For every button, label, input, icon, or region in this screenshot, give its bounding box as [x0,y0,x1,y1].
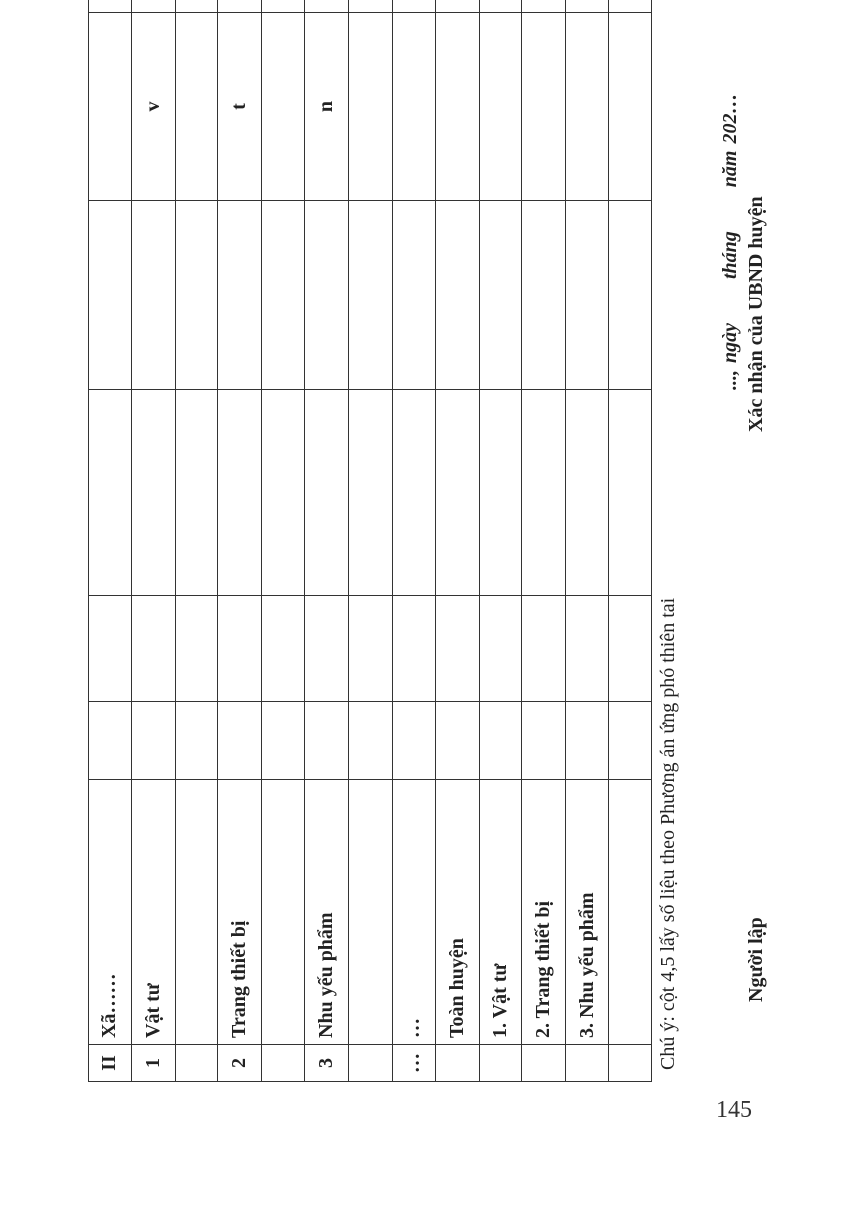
table-row [435,0,479,1082]
table-cell [89,201,132,390]
table-cell [262,780,305,1045]
signature-date [719,94,742,391]
date-year: năm 202… [719,93,741,188]
table-row [305,0,349,1082]
table-cell [305,0,349,13]
table-cell [566,201,609,390]
table-cell: Vật tư [131,780,175,1045]
table-cell: … [392,780,435,1045]
table-cell: n [305,13,349,201]
table-cell [566,13,609,201]
table-cell [349,13,393,201]
table-cell [305,390,349,596]
table-cell [609,702,652,780]
preparer-label: Người lập [745,917,767,1002]
table-cell [435,596,479,702]
table-cell [609,13,652,201]
table-cell [609,201,652,390]
date-month: tháng [719,231,741,279]
table-cell: Trang thiết bị [218,780,262,1045]
table-cell [175,1045,218,1082]
table-cell [349,390,393,596]
table-cell [175,702,218,780]
footnote: Chú ý: cột 4,5 lấy số liệu theo Phương án ứng phó thiên tai [657,597,679,1070]
table-cell [392,13,435,201]
table-cell [566,702,609,780]
table-cell [131,596,175,702]
rotated-landscape-page [88,87,778,1082]
table-cell [609,390,652,596]
table-cell [609,1045,652,1082]
table-cell [435,390,479,596]
table-cell [479,201,522,390]
table-cell [175,390,218,596]
table-cell [305,201,349,390]
table-cell [349,596,393,702]
table-cell [305,596,349,702]
table-cell [392,201,435,390]
table-cell: Nhu yếu phẩm [305,780,349,1045]
table-row [349,0,393,1082]
table-cell [435,702,479,780]
table-cell [609,0,652,13]
table-cell [175,201,218,390]
table-cell: 1 [131,1045,175,1082]
table-cell [175,13,218,201]
table-row [392,0,435,1082]
table-cell [131,702,175,780]
table-cell [522,596,566,702]
table-cell [305,702,349,780]
table-cell: t [218,13,262,201]
table-row [522,0,566,1082]
table-cell [479,702,522,780]
table-cell: 2 [218,1045,262,1082]
table-cell [566,0,609,13]
table-cell [131,201,175,390]
table-cell [89,0,132,13]
confirmation-label: Xác nhận của UBND huyện [745,196,767,432]
table-cell [566,1045,609,1082]
table-cell [89,13,132,201]
table-cell [349,1045,393,1082]
table-cell [89,702,132,780]
table-cell [522,201,566,390]
table-cell [392,0,435,13]
table-cell [262,702,305,780]
table-cell [262,596,305,702]
table-cell [349,201,393,390]
table-cell [262,13,305,201]
table-cell [479,13,522,201]
table-cell [175,0,218,13]
table-row [218,0,262,1082]
table-cell: Xã…… [89,780,132,1045]
resource-table [88,0,652,1082]
table-cell [262,1045,305,1082]
table-cell [609,780,652,1045]
table-cell [392,596,435,702]
table-cell [131,390,175,596]
table-cell [218,702,262,780]
table-cell: 3. Nhu yếu phẩm [566,780,609,1045]
table-row [609,0,652,1082]
table-cell [218,596,262,702]
table-cell [218,0,262,13]
table-cell [522,13,566,201]
table-cell [566,390,609,596]
table-cell [262,390,305,596]
table-row [89,0,132,1082]
table-cell [349,0,393,13]
table-cell [218,201,262,390]
table-cell [175,596,218,702]
table-row [262,0,305,1082]
table-cell [89,390,132,596]
table-cell: II [89,1045,132,1082]
table-cell: 2. Trang thiết bị [522,780,566,1045]
table-cell: Toàn huyện [435,780,479,1045]
page-number: 145 [716,1097,752,1123]
table-cell [522,702,566,780]
table-cell [392,702,435,780]
table-cell [479,1045,522,1082]
table-cell: … [392,1045,435,1082]
table-cell [262,0,305,13]
table-cell [522,0,566,13]
table-cell [479,390,522,596]
table-cell [392,390,435,596]
table-cell [349,780,393,1045]
table-row [566,0,609,1082]
table-cell [218,390,262,596]
table-cell [89,596,132,702]
table-cell [435,13,479,201]
table-cell [175,780,218,1045]
table-row [479,0,522,1082]
table-cell [479,0,522,13]
table-cell: 3 [305,1045,349,1082]
table-cell [262,201,305,390]
table-row [175,0,218,1082]
table-cell [435,0,479,13]
table-cell [522,1045,566,1082]
table-cell [566,596,609,702]
table-cell [435,1045,479,1082]
table-row [131,0,175,1082]
table-cell [349,702,393,780]
table-cell [522,390,566,596]
table-cell: v [131,13,175,201]
table-cell [479,596,522,702]
table-cell [131,0,175,13]
table-cell: 1. Vật tư [479,780,522,1045]
date-day: ..., ngày [719,323,741,390]
table-cell [435,201,479,390]
table-cell [609,596,652,702]
